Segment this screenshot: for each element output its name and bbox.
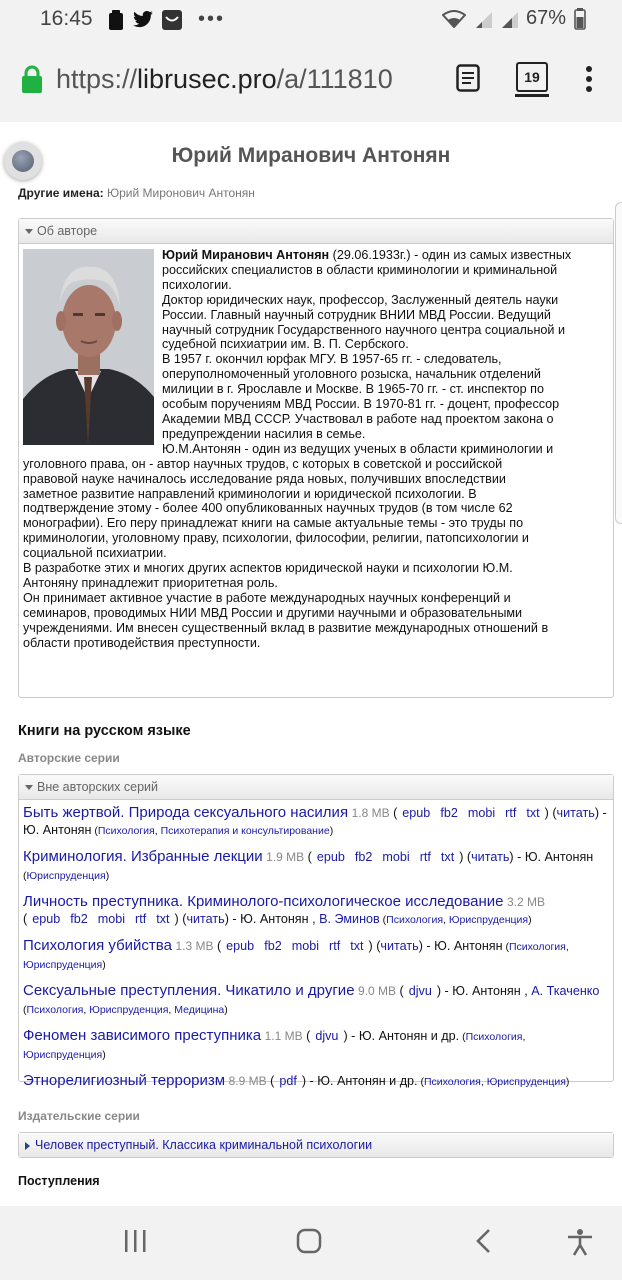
book-title[interactable]: Личность преступника. Криминолого-психологическое исследование — [23, 893, 504, 910]
book-tags: (Юриспруденция) — [23, 870, 110, 882]
url-path: /a/111810 — [276, 64, 393, 94]
about-line: учреждениями. Им внесен существенный вклад в развитие международных отношений в — [23, 620, 549, 635]
download-mobi-link[interactable]: mobi — [467, 806, 496, 820]
read-link[interactable]: читать — [380, 939, 419, 953]
collapse-icon — [25, 785, 33, 790]
about-line: криминологии, уголовному праву, психологии, философии, религии, патопсихологии и — [23, 531, 529, 546]
download-pdf-link[interactable]: pdf — [279, 1074, 297, 1088]
about-line: российских специалистов в области криминологии и криминальной — [162, 262, 558, 277]
other-names-label: Другие имена: — [18, 186, 104, 200]
book-size: 8.9 MB — [228, 1074, 267, 1088]
about-line: области противодействия преступности. — [23, 635, 261, 650]
accessibility-icon[interactable] — [566, 1228, 594, 1256]
wifi-icon — [442, 10, 466, 28]
coauthor-link[interactable]: А. Ткаченко — [531, 984, 600, 998]
download-mobi-link[interactable]: mobi — [291, 939, 320, 953]
download-epub-link[interactable]: epub — [32, 912, 61, 926]
about-line: подтверждение этому - более 400 опубликованных научных трудов (в том числе 62 — [23, 501, 513, 516]
list-item: Этнорелигиозный терроризм 8.9 MB ( pdf ) - Ю. Антонян и др. (Психология, Юриспруденция) — [23, 1072, 570, 1089]
download-rtf-link[interactable]: rtf — [419, 850, 431, 864]
status-bar — [0, 0, 622, 38]
recents-icon[interactable] — [122, 1228, 148, 1254]
clipboard-icon — [108, 10, 124, 30]
genre-tag-link[interactable]: Психология — [423, 1076, 481, 1088]
back-icon[interactable] — [474, 1228, 494, 1254]
genre-tag-link[interactable]: Психология — [97, 825, 155, 837]
book-size: 3.2 MB — [507, 895, 546, 909]
download-txt-link[interactable]: txt — [156, 912, 170, 926]
about-line: судебной психиатрии им. В. П. Сербского. — [162, 337, 409, 352]
book-title[interactable]: Быть жертвой. Природа сексуального насилия — [23, 804, 349, 821]
download-txt-link[interactable]: txt — [350, 939, 364, 953]
book-title[interactable]: Феномен зависимого преступника — [23, 1027, 262, 1044]
page-content — [0, 122, 622, 1206]
overflow-menu-icon[interactable] — [586, 66, 594, 96]
about-line: особым поручениям МВД России. В 1970-81 гг. - доцент, профессор — [162, 397, 560, 412]
books-box — [18, 774, 614, 1089]
genre-tag-link[interactable]: Юриспруденция — [23, 959, 103, 971]
system-nav-bar — [0, 1206, 622, 1280]
book-tags: (Психология, Юриспруденция) — [379, 914, 532, 926]
book-tags: (Психология, Юриспруденция, Медицина) — [23, 1004, 228, 1016]
collapse-icon — [25, 229, 33, 234]
list-item: Феномен зависимого преступника 1.1 MB ( djvu ) - Ю. Антонян и др. (Психология, Юриспруденция) — [23, 1027, 526, 1061]
about-author-header[interactable] — [19, 219, 613, 244]
genre-tag-link[interactable]: Юриспруденция — [26, 870, 106, 882]
download-djvu-link[interactable]: djvu — [315, 1029, 339, 1043]
download-epub-link[interactable]: epub — [316, 850, 345, 864]
non-series-label: Вне авторских серий — [37, 780, 159, 794]
book-title[interactable]: Этнорелигиозный терроризм — [23, 1072, 226, 1089]
about-author-name: Юрий Миранович Антонян — [162, 248, 330, 262]
download-fb2-link[interactable]: fb2 — [354, 850, 373, 864]
book-authors: Ю. Антонян , — [240, 912, 316, 926]
about-line: Ю.М.Антонян - один из ведущих ученых в области криминологии и — [162, 441, 554, 456]
list-item: Сексуальные преступления. Чикатило и другие 9.0 MB ( djvu ) - Ю. Антонян , А. Ткаченко (Психология, Юриспруденция, Медицина) — [23, 982, 600, 1016]
publisher-series-label: Человек преступный. Классика криминальной психологии — [35, 1138, 373, 1152]
about-line: научный сотрудник Государственного научного центра социальной и — [162, 322, 565, 337]
author-series-heading: Авторские серии — [18, 751, 120, 765]
book-size: 1.3 MB — [175, 939, 214, 953]
book-title[interactable]: Криминология. Избранные лекции — [23, 848, 263, 865]
about-line: Доктор юридических наук, профессор, Заслуженный деятель науки — [162, 292, 559, 307]
download-mobi-link[interactable]: mobi — [97, 912, 126, 926]
book-authors: Ю. Антонян и др. — [317, 1074, 418, 1088]
about-line: правовой науке начиналось исследование ряда новых, получивших впоследствии — [23, 471, 506, 486]
about-line: монографии). Его перу принадлежат книги на самые актуальные темы - это труды по — [23, 516, 524, 531]
signal-icon-2 — [500, 10, 518, 28]
about-line: милиции в г. Ярославле и Москве. В 1965-70 гг. - ст. инспектор по — [162, 382, 544, 397]
download-djvu-link[interactable]: djvu — [408, 984, 432, 998]
list-item: Психология убийства 1.3 MB ( epub fb2 mobi rtf txt ) (читать) - Ю. Антонян (Психология, Юриспруденция) — [23, 937, 569, 971]
genre-tag-link[interactable]: Психология — [508, 941, 566, 953]
status-time: 16:45 — [40, 7, 93, 30]
read-link[interactable]: читать — [186, 912, 225, 926]
about-line: предупреждении насилия в семье. — [162, 426, 366, 441]
book-tags: (Психология, Юриспруденция) — [23, 941, 569, 971]
list-item: Быть жертвой. Природа сексуального насилия 1.8 MB ( epub fb2 mobi rtf txt ) (читать) - Ю. Антонян (Психология, Психотерапия и консультирование) — [23, 804, 607, 837]
system-status — [442, 7, 586, 30]
battery-percent: 67% — [525, 7, 566, 29]
genre-tag-link[interactable]: Психология — [26, 1004, 84, 1016]
about-line: уголовного права, он - автор научных трудов, с которых в советской и российской — [23, 456, 503, 471]
about-line: семинаров, проводимых НИИ МВД России и другими научными и образовательными — [23, 605, 523, 620]
genre-tag-link[interactable]: Психотерапия и консультирование — [160, 825, 330, 837]
battery-icon — [574, 8, 586, 30]
publisher-series-heading: Издательские серии — [18, 1109, 140, 1123]
about-line: психологии. — [162, 277, 232, 292]
books-heading: Книги на русском языке — [18, 723, 191, 739]
genre-tag-link[interactable]: Юриспруденция — [23, 1049, 103, 1061]
book-size: 1.9 MB — [266, 850, 305, 864]
about-text — [19, 244, 613, 650]
page-title: Юрий Миранович Антонян — [171, 144, 451, 167]
genre-tag-link[interactable]: Юриспруденция — [486, 1076, 566, 1088]
book-size: 1.8 MB — [351, 806, 390, 820]
book-tags: (Психология, Психотерапия и консультирование) — [91, 825, 334, 837]
home-icon[interactable] — [296, 1228, 322, 1254]
download-epub-link[interactable]: epub — [402, 806, 431, 820]
book-authors: Ю. Антонян — [434, 939, 503, 953]
book-authors: Ю. Антонян — [23, 823, 92, 837]
download-txt-link[interactable]: txt — [526, 806, 540, 820]
browser-toolbar — [0, 38, 622, 123]
download-mobi-link[interactable]: mobi — [382, 850, 410, 864]
book-authors: Ю. Антонян , — [452, 984, 528, 998]
other-names — [18, 186, 255, 200]
book-title[interactable]: Психология убийства — [23, 937, 172, 954]
publisher-series-box — [18, 1132, 614, 1158]
non-series-header[interactable] — [19, 775, 613, 800]
url-scheme: https:// — [56, 64, 138, 94]
about-line: Антоняну принадлежит приоритетная роль. — [23, 575, 278, 590]
list-item: Личность преступника. Криминолого-психологическое исследование 3.2 MB ( epub fb2 mobi rtf txt ) (читать) - Ю. Антонян , В. Эминов (Психология, Юриспруденция) — [23, 893, 546, 926]
lock-icon[interactable] — [20, 64, 44, 94]
genre-tag-link[interactable]: Психология — [465, 1031, 523, 1043]
about-line: Он принимает активное участие в работе международных научных конференций и — [23, 590, 511, 605]
read-link[interactable]: читать — [471, 850, 510, 864]
genre-tag-link[interactable]: Юриспруденция — [89, 1004, 169, 1016]
download-fb2-link[interactable]: fb2 — [70, 912, 88, 926]
book-tags: (Психология, Юриспруденция) — [417, 1076, 570, 1088]
author-photo — [23, 249, 154, 445]
notification-icons — [108, 8, 225, 31]
download-fb2-link[interactable]: fb2 — [264, 939, 282, 953]
download-rtf-link[interactable]: rtf — [505, 806, 517, 820]
about-line: России. Главный научный сотрудник ВНИИ МВД России. Ведущий — [162, 307, 551, 322]
book-tags: (Психология, Юриспруденция) — [23, 1031, 526, 1061]
list-item: Криминология. Избранные лекции 1.9 MB ( epub fb2 mobi rtf txt ) (читать) - Ю. Антонян (Юриспруденция) — [23, 848, 594, 882]
download-fb2-link[interactable]: fb2 — [440, 806, 458, 820]
about-line: Академии МВД СССР. Участвовал в работе над проектом закона о — [162, 411, 554, 426]
address-bar[interactable] — [56, 64, 393, 95]
tabs-icon[interactable]: 19 — [516, 62, 548, 92]
genre-tag-link[interactable]: Медицина — [174, 1004, 225, 1016]
about-line: В разработке этих и многих других аспектов юридической науки и психологии Ю.М. — [23, 561, 513, 576]
more-notifications-icon: ••• — [198, 8, 226, 30]
book-title[interactable]: Сексуальные преступления. Чикатило и другие — [23, 982, 355, 999]
url-host: librusec.pro — [137, 64, 277, 94]
download-rtf-link[interactable]: rtf — [329, 939, 341, 953]
edge-panel-handle[interactable] — [615, 202, 622, 524]
genre-tag-link[interactable]: Психология — [386, 914, 444, 926]
download-epub-link[interactable]: epub — [226, 939, 255, 953]
mail-app-icon — [162, 10, 182, 30]
book-size: 9.0 MB — [358, 984, 397, 998]
download-txt-link[interactable]: txt — [440, 850, 455, 864]
genre-tag-link[interactable]: Юриспруденция — [448, 914, 529, 926]
about-line: оперуполномоченный уголовного розыска, начальник отделений — [162, 367, 541, 382]
publisher-series-item[interactable] — [19, 1133, 613, 1157]
book-size: 1.1 MB — [264, 1029, 303, 1043]
about-line: социальной психиатрии. — [23, 546, 167, 561]
about-line: (29.06.1933г.) - один из самых известных — [329, 248, 572, 262]
about-author-box — [18, 218, 614, 698]
about-line: заметное развитие направлений криминологии и юридической психологии. В — [23, 486, 477, 501]
expand-icon — [25, 1142, 30, 1150]
read-link[interactable]: читать — [556, 806, 595, 820]
coauthor-link[interactable]: В. Эминов — [319, 912, 380, 926]
other-names-value: Юрий Миронович Антонян — [106, 186, 255, 200]
book-authors: Ю. Антонян — [524, 850, 594, 864]
arrivals-heading: Поступления — [18, 1174, 100, 1188]
signal-icon-1 — [474, 10, 492, 28]
book-authors: Ю. Антонян и др. — [358, 1029, 460, 1043]
download-rtf-link[interactable]: rtf — [135, 912, 147, 926]
twitter-icon — [132, 11, 154, 29]
about-line: В 1957 г. окончил юрфак МГУ. В 1957-65 гг. - следователь, — [162, 352, 502, 367]
reader-mode-icon[interactable] — [456, 64, 480, 92]
about-header-label: Об авторе — [37, 224, 98, 238]
book-list — [19, 800, 613, 1091]
